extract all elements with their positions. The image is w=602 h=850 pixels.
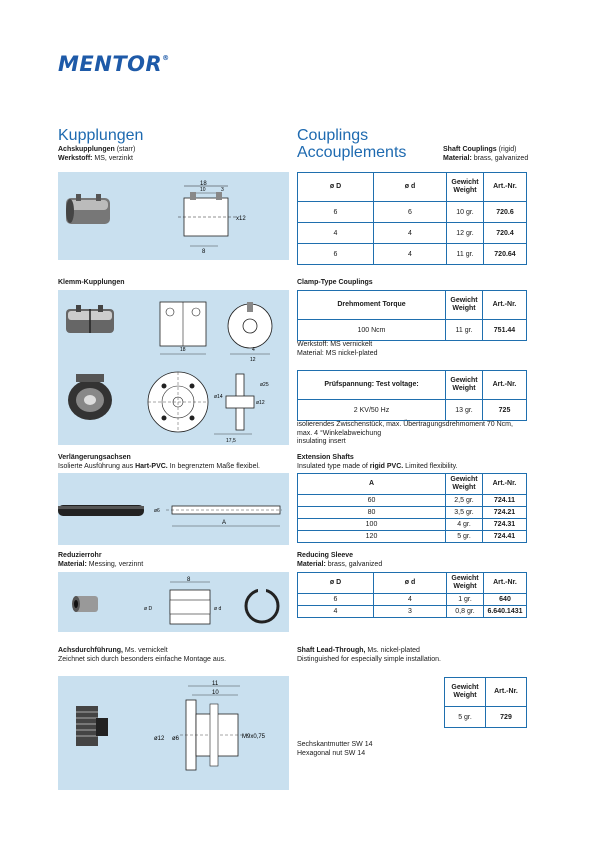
- col-header: Art.-Nr.: [486, 678, 527, 707]
- table-row: 80 3,5 gr. 724.21: [298, 507, 527, 519]
- col-header: ø d: [374, 573, 447, 594]
- col-header: Art.-Nr.: [483, 474, 527, 495]
- table-row: 100 4 gr. 724.31: [298, 519, 527, 531]
- clamp-dim-4: 4: [252, 347, 255, 353]
- brand-logo: [58, 52, 170, 76]
- clamp-table: [297, 290, 527, 341]
- table-row: 2 KV/50 Hz 13 gr. 725: [298, 400, 527, 421]
- ins-dim-25: ø25: [260, 382, 269, 388]
- ins-dim-12: ø12: [256, 400, 265, 406]
- ins-dim-14: ø14: [214, 394, 223, 400]
- table-row: 120 5 gr. 724.41: [298, 531, 527, 543]
- col-header: ø D: [298, 573, 374, 594]
- ext-dim-6: ø6: [154, 508, 160, 514]
- lead-dim-12: ø12: [154, 736, 165, 742]
- clamp-de-title: Klemm-Kupplungen: [58, 279, 125, 286]
- table-row: 6 4 11 gr. 720.64: [298, 244, 527, 265]
- ins-dim-175: 17,5: [226, 438, 236, 444]
- col-header: Gewicht Weight: [446, 371, 483, 400]
- leadthrough-notes: Sechskantmutter SW 14 Hexagonal nut SW 14: [297, 741, 373, 757]
- insulated-coupling-photo: [62, 370, 122, 428]
- shaft-dim-x12: x12: [236, 216, 246, 222]
- title-fr: Accouplements: [297, 144, 407, 161]
- col-header: Gewicht Weight: [447, 173, 484, 202]
- table-row: 5 gr. 729: [445, 707, 527, 728]
- brand-name: MENTOR: [58, 52, 163, 76]
- title-de: Kupplungen: [58, 127, 144, 144]
- clamp-en-title: Clamp-Type Couplings: [297, 279, 373, 286]
- col-header: Gewicht Weight: [446, 291, 483, 320]
- leadthrough-table: [444, 677, 527, 728]
- col-header: ø D: [298, 173, 374, 202]
- table-row: 100 Ncm 11 gr. 751.44: [298, 320, 527, 341]
- lead-dim-10: 10: [212, 690, 219, 696]
- col-header: Gewicht Weight: [445, 678, 486, 707]
- red-dim-8: 8: [187, 577, 191, 583]
- shaft-dim-8: 8: [202, 249, 206, 255]
- extension-de-text: Verlängerungsachsen Isolierte Ausführung aus Hart-PVC. In begrenztem Maße flexibel.: [58, 454, 260, 470]
- col-header: Art.-Nr.: [484, 173, 527, 202]
- col-header: Gewicht Weight: [447, 573, 484, 594]
- insulated-notes: isolierendes Zwischenstück, max. Übertragungsdrehmoment 70 Ncm, max. 4 °Winkelabweichung insulating insert: [297, 421, 513, 445]
- lead-dim-m9: M9x0,75: [242, 734, 266, 740]
- reducing-sleeve-photo: [68, 590, 108, 618]
- col-header: Drehmoment Torque: [298, 291, 446, 320]
- insulated-table: [297, 370, 527, 421]
- title-en: Couplings: [297, 127, 369, 144]
- col-header: Prüfspannung: Test voltage:: [298, 371, 446, 400]
- clamp-notes: Werkstoff: MS vernickelt Material: MS nickel-plated: [297, 341, 378, 357]
- table-row: 60 2,5 gr. 724.11: [298, 495, 527, 507]
- leadthrough-en-text: Shaft Lead-Through, Ms. nickel-plated Distinguished for especially simple installation.: [297, 647, 441, 663]
- reducing-de-text: Reduzierrohr Material: Messing, verzinnt: [58, 552, 144, 568]
- table-row: 4 3 0,8 gr. 6.640.1431: [298, 606, 527, 618]
- lead-dim-6: ø6: [172, 736, 180, 742]
- red-dim-D: ø D: [144, 606, 153, 612]
- insulated-coupling-drawing: [140, 368, 285, 444]
- extension-table: [297, 473, 527, 543]
- col-header: ø d: [374, 173, 447, 202]
- shaft-dim-10: 10: [200, 187, 206, 193]
- col-header: A: [298, 474, 446, 495]
- clamp-dim-12: 12: [250, 357, 256, 363]
- reducing-drawing: [140, 574, 285, 630]
- col-header: Gewicht Weight: [446, 474, 483, 495]
- col-header: Art.-Nr.: [483, 371, 527, 400]
- shaft-coupling-drawing: [158, 178, 283, 256]
- clamp-drawing: [150, 294, 285, 364]
- shaft-coupling-table: [297, 172, 527, 265]
- col-header: Art.-Nr.: [484, 573, 527, 594]
- leadthrough-de-text: Achsdurchführung, Ms. vernickelt Zeichnet sich durch besonders einfache Montage aus.: [58, 647, 227, 663]
- col-header: Art.-Nr.: [483, 291, 527, 320]
- ext-dim-A: A: [222, 520, 227, 526]
- clamp-photo: [62, 303, 122, 341]
- shaft-de-text: Achskupplungen (starr) Werkstoff: MS, verzinkt: [58, 146, 136, 162]
- shaft-coupling-photo: [62, 190, 118, 230]
- table-row: 6 6 10 gr. 720.6: [298, 202, 527, 223]
- red-dim-d: ø d: [214, 606, 222, 612]
- shaft-dim-18: 18: [200, 181, 207, 187]
- clamp-dim-18: 18: [180, 347, 186, 353]
- shaft-en-text: Shaft Couplings (rigid) Material: brass, galvanized: [443, 146, 529, 162]
- table-row: 4 4 12 gr. 720.4: [298, 223, 527, 244]
- reducing-table: [297, 572, 527, 618]
- leadthrough-drawing: [150, 678, 285, 788]
- leadthrough-photo: [70, 700, 114, 760]
- lead-dim-11: 11: [212, 681, 219, 687]
- extension-shaft-photo: [58, 500, 146, 522]
- table-row: 6 4 1 gr. 640: [298, 594, 527, 606]
- extension-drawing: [152, 488, 287, 538]
- brand-mark: ®: [162, 54, 170, 62]
- shaft-dim-3: 3: [221, 187, 224, 193]
- reducing-en-text: Reducing Sleeve Material: brass, galvanized: [297, 552, 383, 568]
- extension-en-text: Extension Shafts Insulated type made of rigid PVC. Limited flexibility.: [297, 454, 458, 470]
